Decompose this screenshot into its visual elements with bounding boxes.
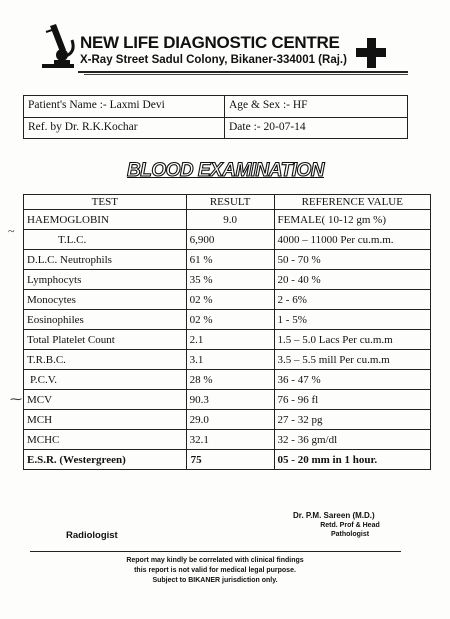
report-date: Date :- 20-07-14 xyxy=(229,121,306,133)
header-test: TEST xyxy=(24,195,187,210)
test-name: T.R.B.C. xyxy=(24,350,187,370)
test-reference: 3.5 – 5.5 mill Per cu.m.m xyxy=(274,350,430,370)
pathologist-role: Pathologist xyxy=(330,531,370,538)
test-result: 29.0 xyxy=(186,410,274,430)
patient-info-box xyxy=(23,95,408,139)
test-name: D.L.C. Neutrophils xyxy=(24,250,187,270)
test-result: 32.1 xyxy=(186,430,274,450)
test-name: T.L.C. xyxy=(24,230,187,250)
test-name: Eosinophiles xyxy=(24,310,187,330)
footer-line-1: Report may kindly be correlated with clinical findings xyxy=(126,557,304,564)
table-row xyxy=(24,270,431,290)
pen-mark: ~ xyxy=(8,224,15,238)
table-row xyxy=(24,310,431,330)
table-row xyxy=(24,430,431,450)
table-row xyxy=(24,290,431,310)
test-reference: 27 - 32 pg xyxy=(274,410,430,430)
test-result: 9.0 xyxy=(186,210,274,230)
test-reference: 36 - 47 % xyxy=(274,370,430,390)
table-row xyxy=(24,230,431,250)
test-result: 75 xyxy=(186,450,274,470)
test-name: HAEMOGLOBIN xyxy=(24,210,187,230)
table-row xyxy=(24,390,431,410)
blood-results-table xyxy=(23,194,431,470)
table-header-row xyxy=(24,195,431,210)
test-result: 02 % xyxy=(186,310,274,330)
test-reference: 20 - 40 % xyxy=(274,270,430,290)
test-reference: 05 - 20 mm in 1 hour. xyxy=(274,450,430,470)
table-row xyxy=(24,250,431,270)
pathologist-title: Retd. Prof & Head xyxy=(320,522,380,529)
medical-cross-icon xyxy=(356,38,386,68)
test-result: 35 % xyxy=(186,270,274,290)
patient-age-sex: Age & Sex :- HF xyxy=(229,99,308,111)
test-reference: 50 - 70 % xyxy=(274,250,430,270)
footer-note xyxy=(70,556,360,586)
test-name: P.C.V. xyxy=(24,370,187,390)
test-result: 61 % xyxy=(186,250,274,270)
table-row xyxy=(24,370,431,390)
table-row xyxy=(24,210,431,230)
pen-mark: ⁓ xyxy=(10,392,22,406)
test-result: 28 % xyxy=(186,370,274,390)
test-reference: 1 - 5% xyxy=(274,310,430,330)
microscope-icon xyxy=(32,22,82,72)
test-result: 90.3 xyxy=(186,390,274,410)
header-reference: REFERENCE VALUE xyxy=(274,195,430,210)
test-reference: 32 - 36 gm/dl xyxy=(274,430,430,450)
header-rule-thin xyxy=(84,74,408,75)
test-result: 2.1 xyxy=(186,330,274,350)
test-reference: 2 - 6% xyxy=(274,290,430,310)
footer-rule xyxy=(30,551,401,552)
test-name: MCH xyxy=(24,410,187,430)
test-name: MCV xyxy=(24,390,187,410)
test-result: 6,900 xyxy=(186,230,274,250)
patient-name: Patient's Name :- Laxmi Devi xyxy=(28,99,165,111)
table-row xyxy=(24,410,431,430)
test-reference: 1.5 – 5.0 Lacs Per cu.m.m xyxy=(274,330,430,350)
footer-line-2: this report is not valid for medical legal purpose. xyxy=(134,567,296,574)
test-name: Monocytes xyxy=(24,290,187,310)
test-reference: FEMALE( 10-12 gm %) xyxy=(274,210,430,230)
header-rule xyxy=(78,71,408,73)
radiologist-label: Radiologist xyxy=(66,530,118,541)
test-name: Lymphocyts xyxy=(24,270,187,290)
test-name: Total Platelet Count xyxy=(24,330,187,350)
test-name: MCHC xyxy=(24,430,187,450)
exam-title: BLOOD EXAMINATION xyxy=(127,160,324,181)
test-result: 3.1 xyxy=(186,350,274,370)
test-result: 02 % xyxy=(186,290,274,310)
pathologist-name: Dr. P.M. Sareen (M.D.) xyxy=(293,511,375,520)
test-reference: 76 - 96 fl xyxy=(274,390,430,410)
header-result: RESULT xyxy=(186,195,274,210)
referring-doctor: Ref. by Dr. R.K.Kochar xyxy=(28,121,138,133)
test-reference: 4000 – 11000 Per cu.m.m. xyxy=(274,230,430,250)
table-row xyxy=(24,350,431,370)
table-row xyxy=(24,330,431,350)
table-row xyxy=(24,450,431,470)
center-address: X-Ray Street Sadul Colony, Bikaner-334001 (Raj.) xyxy=(80,54,347,66)
test-name: E.S.R. (Westergreen) xyxy=(24,450,187,470)
center-name: NEW LIFE DIAGNOSTIC CENTRE xyxy=(80,33,340,52)
footer-line-3: Subject to BIKANER jurisdiction only. xyxy=(152,577,278,584)
